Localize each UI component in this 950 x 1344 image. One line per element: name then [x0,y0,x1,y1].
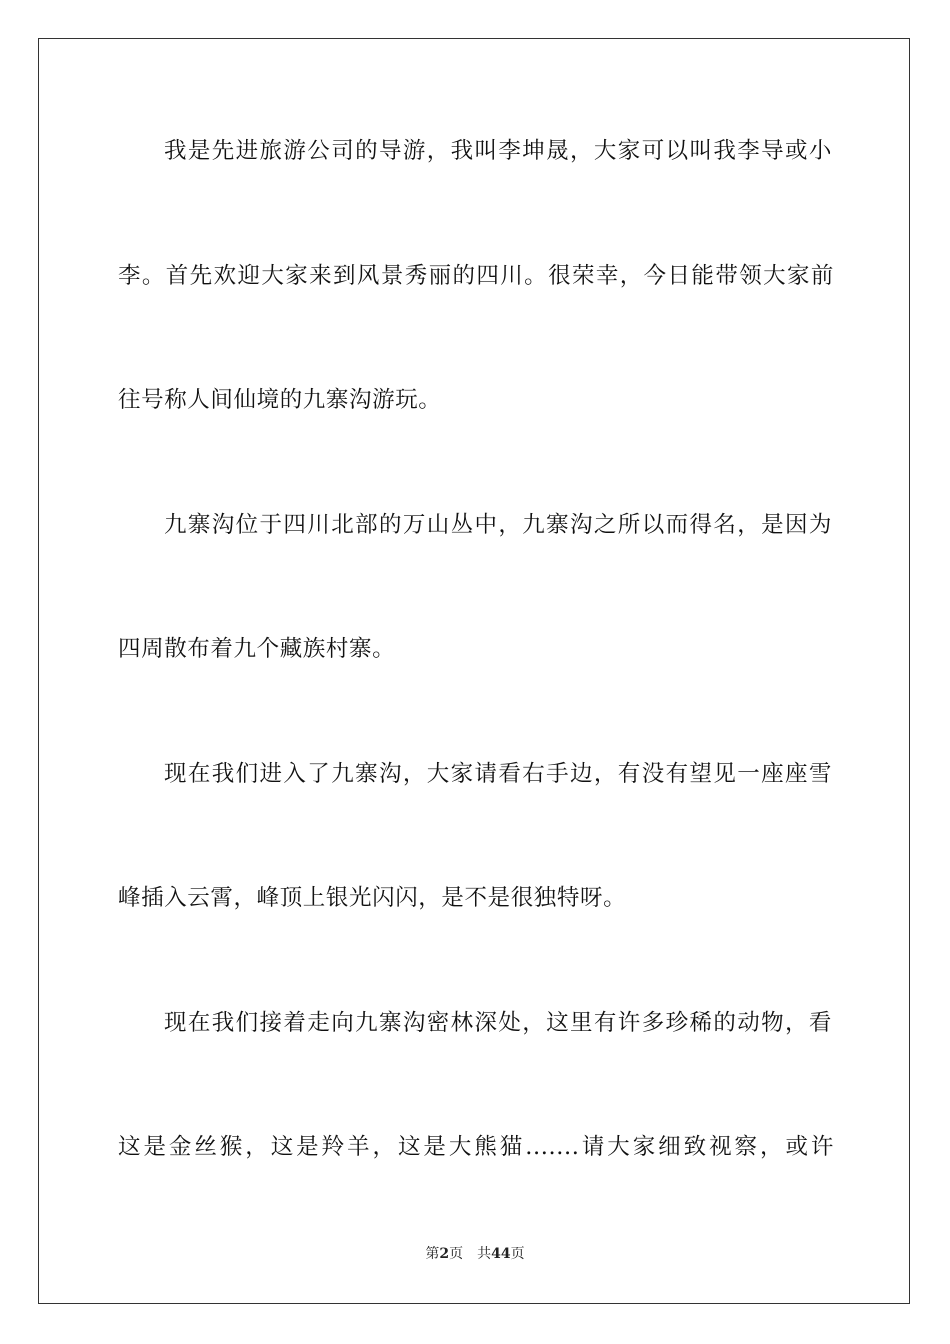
paragraph-4-line-1: 现在我们接着走向九寨沟密林深处，这里有许多珍稀的动物，看 [164,1010,832,1036]
paragraph-4-line-2: 这是金丝猴，这是羚羊，这是大熊猫.......请大家细致视察，或许 [118,1134,834,1160]
paragraph-1-line-1: 我是先进旅游公司的导游，我叫李坤晟，大家可以叫我李导或小 [164,138,832,164]
total-pages: 44 [491,1246,511,1262]
paragraph-2-line-1: 九寨沟位于四川北部的万山丛中，九寨沟之所以而得名，是因为 [164,512,832,538]
paragraph-3-line-1: 现在我们进入了九寨沟，大家请看右手边，有没有望见一座座雪 [164,761,832,787]
paragraph-1-line-3: 往号称人间仙境的九寨沟游玩。 [118,387,442,413]
total-pages-suffix: 页 [510,1246,525,1262]
page-frame [38,38,910,1304]
paragraph-2-line-2: 四周散布着九个藏族村寨。 [118,636,396,662]
paragraph-3-line-2: 峰插入云霄，峰顶上银光闪闪，是不是很独特呀。 [118,885,627,911]
page-number-prefix: 第 [425,1246,440,1262]
paragraph-1-line-2: 李。首先欢迎大家来到风景秀丽的四川。很荣幸，今日能带领大家前 [118,263,834,289]
page-footer [0,1245,950,1263]
page-number-suffix: 页 [449,1246,464,1262]
page-number: 2 [439,1246,450,1262]
total-pages-prefix: 共 [477,1246,492,1262]
